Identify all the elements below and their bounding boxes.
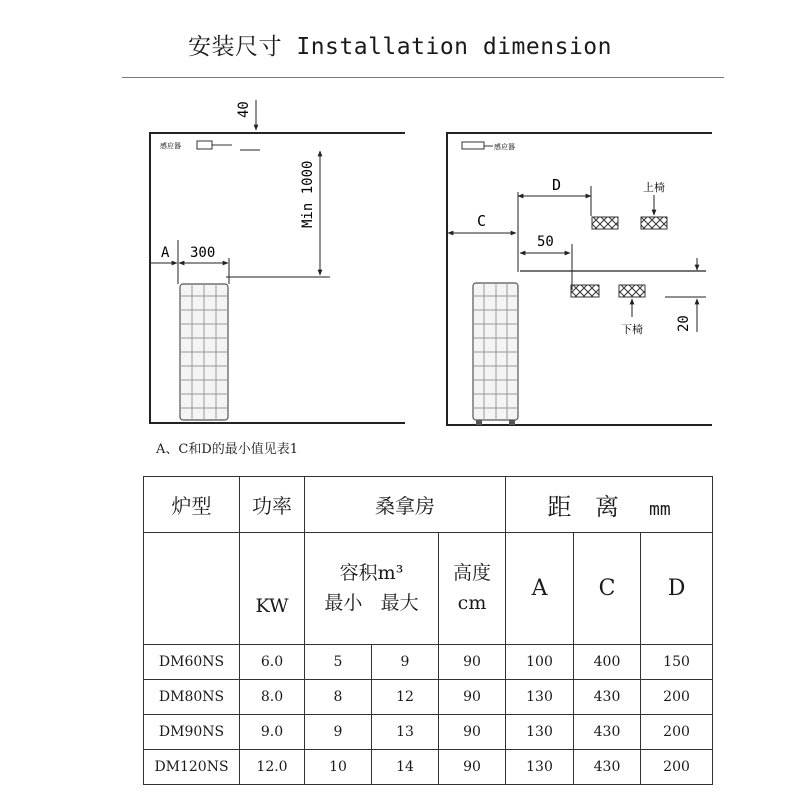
cell-model: DM120NS	[144, 749, 240, 784]
cell-max: 14	[372, 749, 439, 784]
cell-c: 430	[574, 714, 641, 749]
header-height	[439, 533, 506, 644]
cell-model: DM60NS	[144, 644, 240, 679]
cell-model: DM90NS	[144, 714, 240, 749]
table-row	[144, 679, 713, 714]
header-model: 炉型	[144, 477, 240, 533]
minimum-values-note: A、C和D的最小值见表1	[156, 442, 299, 457]
cell-kw: 9.0	[240, 714, 305, 749]
left-sensor-icon	[197, 141, 212, 149]
upper-bench-2	[641, 217, 667, 229]
cell-height: 90	[439, 714, 506, 749]
page-title: 安装尺寸 Installation dimension	[188, 34, 612, 60]
cell-height: 90	[439, 679, 506, 714]
dim-c-label: C	[477, 212, 487, 230]
cell-a: 130	[506, 714, 574, 749]
cell-max: 13	[372, 714, 439, 749]
left-sensor-label: 感应器	[160, 142, 181, 150]
lower-bench-1	[571, 285, 599, 297]
upper-bench-1	[592, 217, 618, 229]
cell-d: 200	[641, 679, 713, 714]
header-d: D	[641, 533, 713, 644]
cell-height: 90	[439, 749, 506, 784]
table-header-row-1	[144, 477, 713, 533]
dim-40-label: 40	[236, 101, 252, 118]
header-a: A	[506, 533, 574, 644]
right-bench-diagram	[447, 133, 712, 425]
cell-height: 90	[439, 644, 506, 679]
lower-bench-label: 下椅	[621, 323, 643, 336]
header-volume-minmax	[305, 588, 438, 618]
header-min: 最小	[324, 592, 363, 615]
header-distance-label: 距 离	[547, 493, 627, 522]
header-c: C	[574, 533, 641, 644]
header-sauna-room: 桑拿房	[305, 477, 506, 533]
cell-a: 130	[506, 749, 574, 784]
header-distance-unit: mm	[649, 499, 671, 521]
right-heater-illustration	[473, 283, 518, 425]
cell-c: 430	[574, 679, 641, 714]
cell-kw: 12.0	[240, 749, 305, 784]
header-distance	[506, 477, 713, 533]
header-height-label: 高度	[453, 562, 492, 585]
cell-c: 430	[574, 749, 641, 784]
header-volume	[305, 533, 439, 644]
lower-bench-2	[619, 285, 645, 297]
specification-table	[143, 476, 713, 785]
header-model-blank	[144, 533, 240, 644]
cell-model: DM80NS	[144, 679, 240, 714]
cell-min: 8	[305, 679, 372, 714]
cell-a: 130	[506, 679, 574, 714]
dim-20-label: 20	[676, 315, 692, 332]
cell-kw: 6.0	[240, 644, 305, 679]
cell-min: 10	[305, 749, 372, 784]
cell-kw: 8.0	[240, 679, 305, 714]
header-max: 最大	[380, 592, 419, 615]
dim-300-label: 300	[190, 245, 216, 261]
cell-c: 400	[574, 644, 641, 679]
table-header-row-2	[144, 533, 713, 644]
header-kw: KW	[240, 533, 305, 644]
dim-d-label: D	[552, 176, 562, 194]
header-height-unit: cm	[457, 592, 487, 615]
header-power: 功率	[240, 477, 305, 533]
dim-50-label: 50	[537, 234, 554, 250]
cell-a: 100	[506, 644, 574, 679]
header-volume-label: 容积m³	[339, 562, 404, 585]
left-heater-illustration	[180, 284, 228, 420]
cell-d: 150	[641, 644, 713, 679]
upper-bench-label: 上椅	[643, 181, 665, 194]
left-wall-diagram	[150, 100, 405, 423]
table-row	[144, 644, 713, 679]
table-row	[144, 714, 713, 749]
table-row	[144, 749, 713, 784]
cell-d: 200	[641, 749, 713, 784]
dim-a-label: A	[161, 245, 170, 261]
cell-d: 200	[641, 714, 713, 749]
cell-max: 12	[372, 679, 439, 714]
cell-min: 5	[305, 644, 372, 679]
cell-min: 9	[305, 714, 372, 749]
right-sensor-label: 感应器	[494, 143, 515, 151]
cell-max: 9	[372, 644, 439, 679]
right-sensor-icon	[462, 142, 484, 149]
dim-min1000-label: Min 1000	[300, 160, 316, 228]
